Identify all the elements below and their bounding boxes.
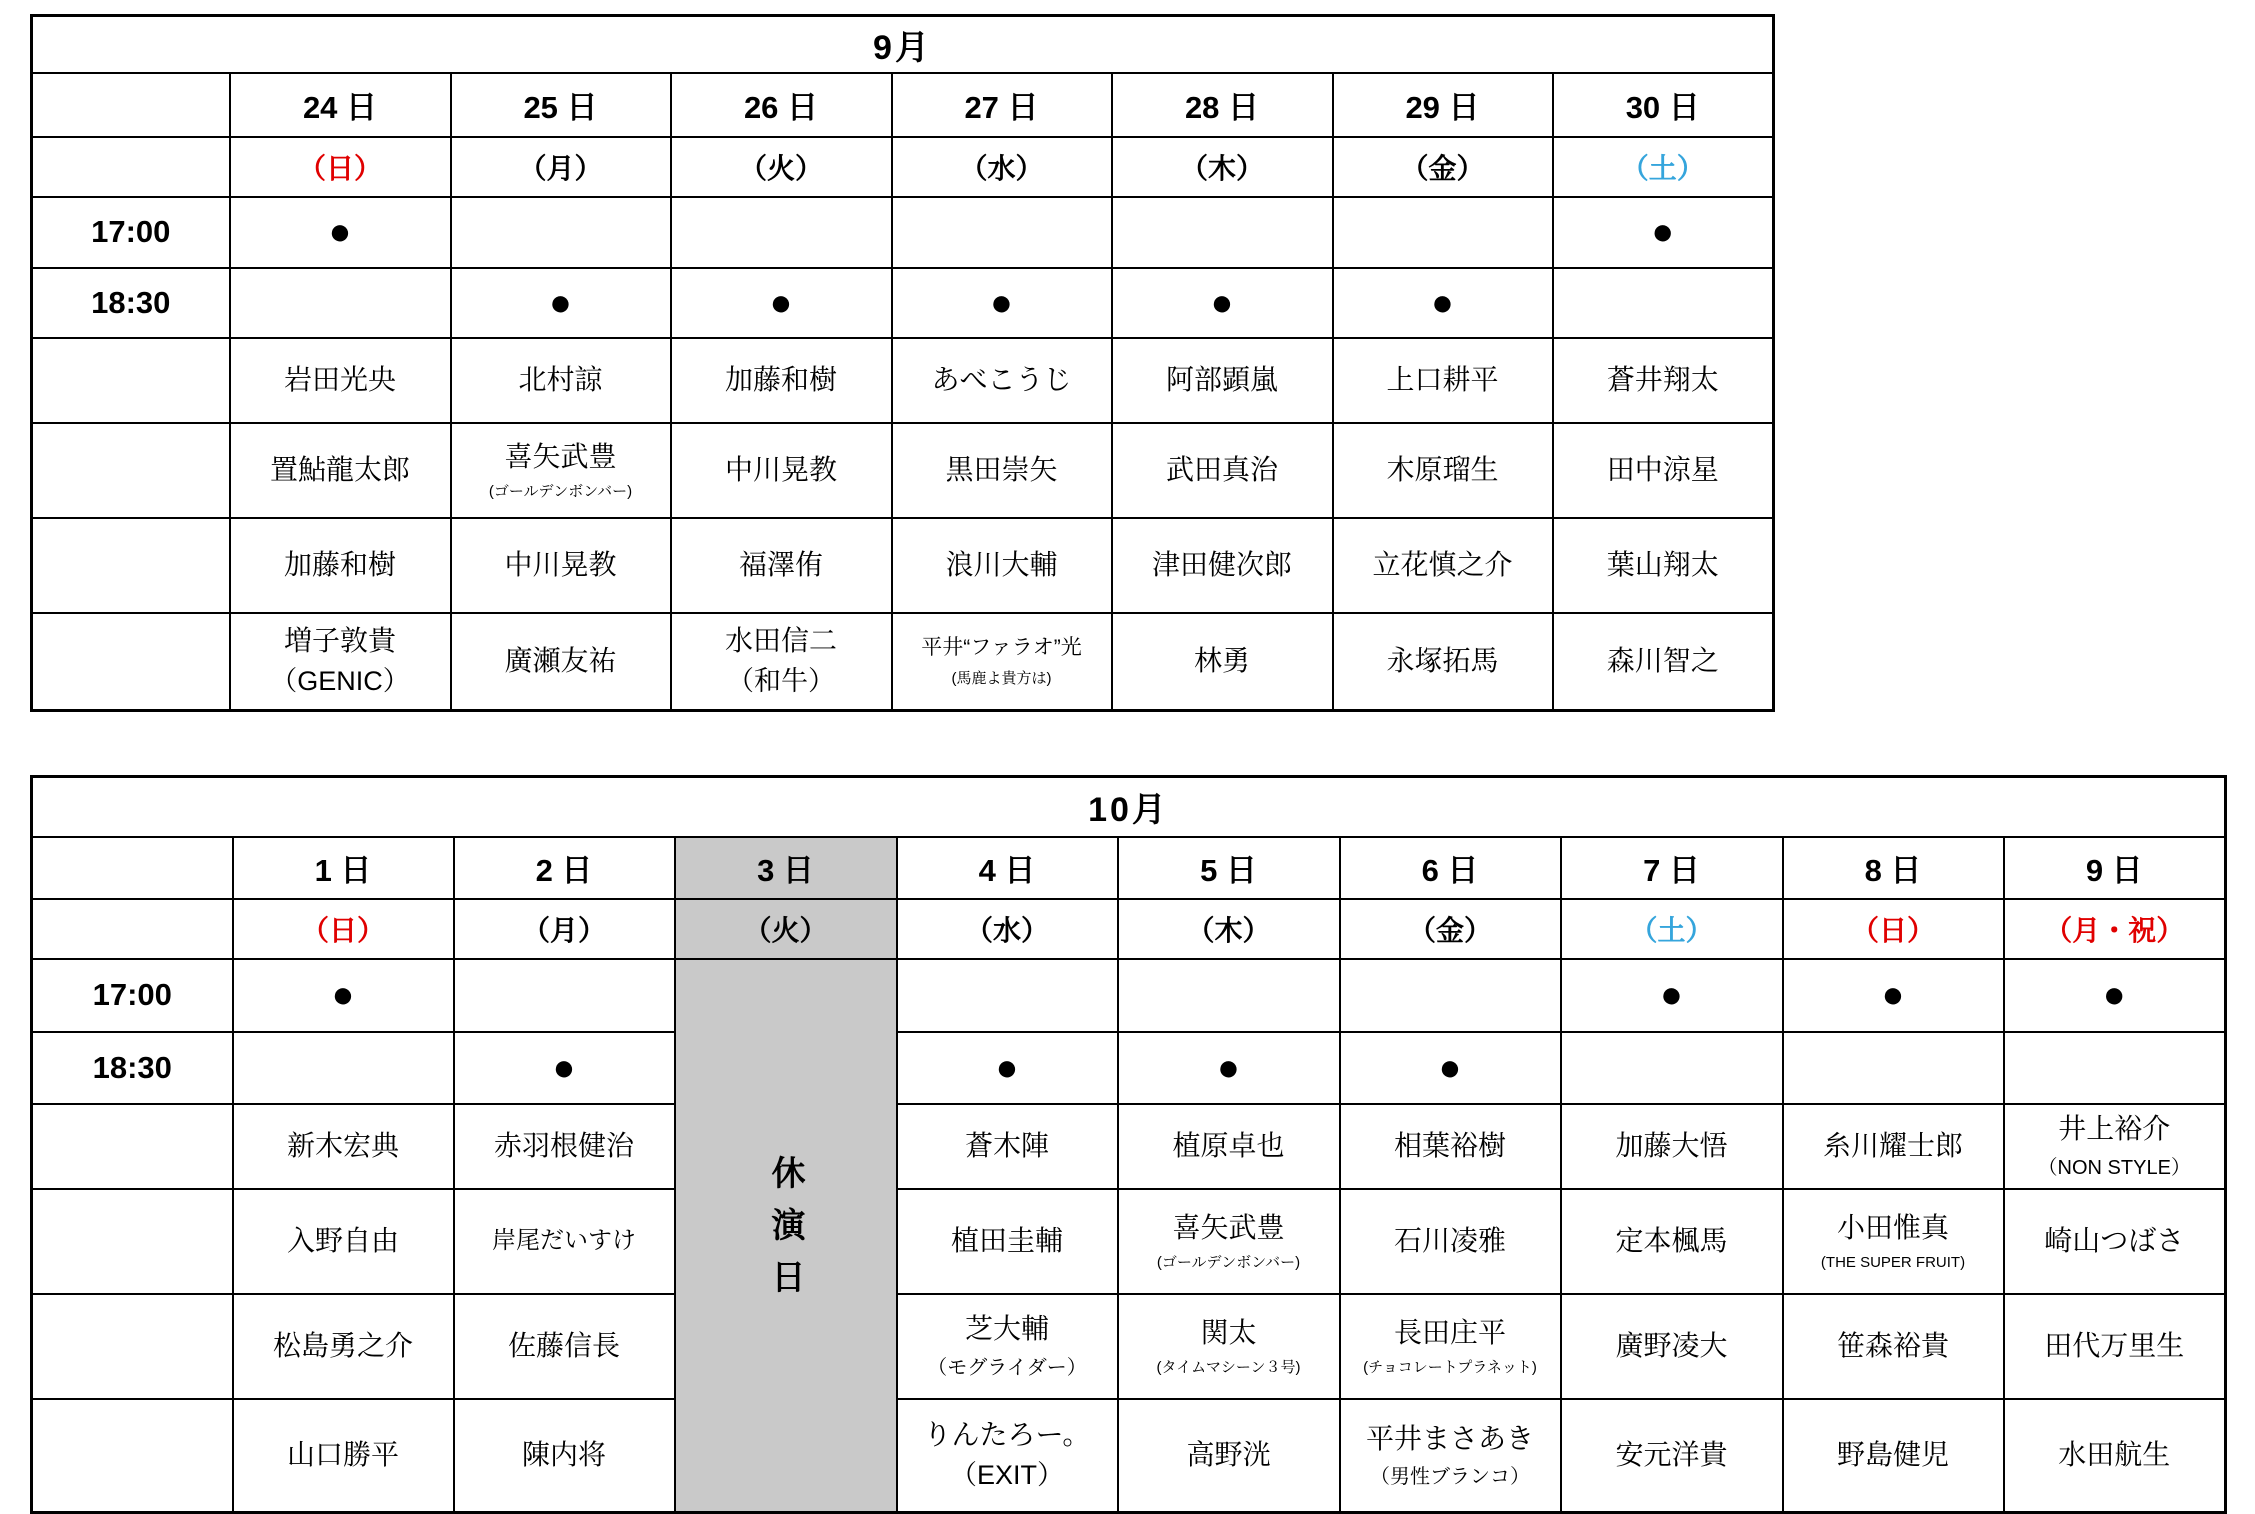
performer-name: 田代万里生 — [2044, 1329, 2185, 1361]
performer-cell — [451, 423, 671, 518]
performer-group: （和牛） — [727, 666, 835, 697]
performer-cell — [1118, 1294, 1340, 1399]
performer-cell — [1112, 338, 1333, 423]
spacer-cell — [32, 1104, 233, 1189]
performer-group: （GENIC） — [270, 666, 410, 697]
showtime-slot — [230, 197, 451, 268]
show-dot: ● — [1210, 281, 1234, 324]
performer-cell — [454, 1399, 675, 1513]
performer-name: あべこうじ — [931, 363, 1072, 395]
date-header: 9 日 — [2004, 837, 2226, 899]
show-dot: ● — [328, 211, 352, 253]
performer-name: 長田庄平 — [1393, 1316, 1506, 1348]
date-header: 26 日 — [671, 73, 892, 137]
showtime-slot — [2004, 1032, 2226, 1104]
performer-name: 林勇 — [1193, 645, 1250, 677]
time-column-header — [32, 837, 233, 899]
day-of-week: （日） — [233, 899, 454, 959]
time-label: 18:30 — [32, 268, 230, 338]
september-schedule-table — [30, 14, 1775, 712]
performer-cell — [1783, 1189, 2004, 1294]
spacer-cell — [32, 338, 230, 423]
performer-name: 廣瀬友祐 — [504, 645, 617, 677]
performer-cell — [1118, 1189, 1340, 1294]
show-dot: ● — [990, 281, 1013, 324]
performer-cell — [1553, 518, 1774, 613]
performer-cell — [1333, 613, 1553, 711]
performer-name: 芝大輔 — [964, 1313, 1049, 1345]
day-of-week: （月・祝） — [2004, 899, 2226, 959]
performer-name: 加藤和樹 — [283, 548, 396, 580]
date-header: 6 日 — [1340, 837, 1561, 899]
day-of-week: （火） — [671, 137, 892, 197]
performer-cell — [1553, 338, 1774, 423]
date-header: 8 日 — [1783, 837, 2004, 899]
performer-name: 松島勇之介 — [272, 1329, 413, 1361]
performer-name: 蒼井翔太 — [1606, 363, 1719, 395]
day-of-week: （水） — [892, 137, 1112, 197]
performer-name: 植原卓也 — [1172, 1129, 1285, 1161]
performer-cell — [1333, 518, 1553, 613]
performer-group: （男性ブランコ） — [1370, 1465, 1530, 1488]
time-label: 17:00 — [32, 959, 233, 1032]
performer-group: (タイムマシーン３号) — [1156, 1358, 1301, 1376]
day-of-week: （火） — [675, 899, 897, 959]
closed-day-label: 休演日 — [766, 1154, 804, 1311]
performer-name: 加藤大悟 — [1615, 1129, 1728, 1161]
performer-name: 浪川大輔 — [945, 548, 1058, 580]
performer-name: 北村諒 — [518, 363, 603, 395]
showtime-slot — [451, 197, 671, 268]
date-header: 24 日 — [230, 73, 451, 137]
date-header: 2 日 — [454, 837, 675, 899]
performer-cell — [451, 518, 671, 613]
spacer-cell — [32, 1189, 233, 1294]
performer-name: 野島健児 — [1836, 1439, 1949, 1471]
performer-cell — [233, 1189, 454, 1294]
performer-cell — [897, 1189, 1118, 1294]
performer-name: 森川智之 — [1606, 645, 1719, 677]
date-header: 7 日 — [1561, 837, 1783, 899]
date-header: 25 日 — [451, 73, 671, 137]
performer-name: 岩田光央 — [283, 363, 396, 395]
performer-cell — [1340, 1104, 1561, 1189]
performer-cell — [1561, 1104, 1783, 1189]
performer-cell — [671, 613, 892, 711]
performer-name: 水田航生 — [2058, 1439, 2171, 1471]
performer-group: (馬鹿よ貴方は) — [951, 669, 1052, 687]
october-schedule — [30, 712, 2255, 1514]
performer-name: 崎山つばさ — [2044, 1224, 2185, 1256]
performer-name: 新木宏典 — [286, 1129, 399, 1161]
performer-cell — [1112, 613, 1333, 711]
performer-name: 相葉裕樹 — [1393, 1129, 1506, 1161]
performer-name: 入野自由 — [286, 1224, 399, 1256]
performer-cell — [230, 518, 451, 613]
performer-name: 平井“ファラオ”光 — [921, 636, 1082, 660]
performer-cell — [1783, 1399, 2004, 1513]
performer-cell — [1561, 1294, 1783, 1399]
day-of-week: （日） — [230, 137, 451, 197]
performer-name: 福澤侑 — [738, 548, 823, 580]
performer-name: 中川晃教 — [724, 453, 837, 485]
day-of-week: （木） — [1112, 137, 1333, 197]
performer-name: 立花慎之介 — [1372, 548, 1513, 580]
showtime-slot — [1783, 959, 2004, 1032]
showtime-slot — [1118, 959, 1340, 1032]
performer-cell — [454, 1189, 675, 1294]
performer-group: (THE SUPER FRUIT) — [1820, 1253, 1966, 1271]
performer-name: りんたろー。 — [923, 1419, 1091, 1450]
performer-name: 高野洸 — [1186, 1439, 1271, 1471]
spacer-cell — [32, 518, 230, 613]
performer-group: (ゴールデンボンバー) — [1156, 1253, 1301, 1271]
performer-group: （NON STYLE） — [2037, 1156, 2191, 1179]
showtime-slot — [233, 959, 454, 1032]
performer-cell — [454, 1104, 675, 1189]
performer-cell — [1118, 1104, 1340, 1189]
day-of-week: （月） — [454, 899, 675, 959]
performer-cell — [2004, 1399, 2226, 1513]
performer-cell — [671, 518, 892, 613]
date-header: 29 日 — [1333, 73, 1553, 137]
performer-name: 加藤和樹 — [724, 363, 837, 395]
showtime-slot — [892, 268, 1112, 338]
spacer-cell — [32, 137, 230, 197]
september-schedule — [30, 0, 2255, 712]
showtime-slot — [451, 268, 671, 338]
spacer-cell — [32, 613, 230, 711]
performer-cell — [1561, 1399, 1783, 1513]
showtime-slot — [454, 959, 675, 1032]
time-label: 17:00 — [32, 197, 230, 268]
performer-cell — [1118, 1399, 1340, 1513]
spacer-cell — [32, 1294, 233, 1399]
spacer-cell — [32, 899, 233, 959]
performer-cell — [671, 338, 892, 423]
performer-name: 佐藤信長 — [507, 1329, 620, 1361]
showtime-slot — [897, 1032, 1118, 1104]
show-dot: ● — [1217, 1046, 1240, 1089]
october-schedule-table — [30, 775, 2227, 1514]
performer-cell — [230, 423, 451, 518]
performer-group: （モグライダー） — [927, 1356, 1087, 1379]
performer-cell — [233, 1399, 454, 1513]
day-of-week: （木） — [1118, 899, 1340, 959]
performer-name: 蒼木陣 — [964, 1129, 1049, 1161]
performer-cell — [2004, 1294, 2226, 1399]
showtime-slot — [1553, 268, 1774, 338]
performer-cell — [897, 1104, 1118, 1189]
date-header: 3 日 — [675, 837, 897, 899]
showtime-slot — [897, 959, 1118, 1032]
performer-cell — [451, 338, 671, 423]
performer-cell — [233, 1104, 454, 1189]
performer-name: 岸尾だいすけ — [492, 1227, 636, 1255]
performer-name: 木原瑠生 — [1386, 453, 1499, 485]
performer-name: 喜矢武豊 — [1172, 1211, 1285, 1243]
show-dot: ● — [1881, 974, 1905, 1016]
performer-cell — [1333, 338, 1553, 423]
date-header: 30 日 — [1553, 73, 1774, 137]
month-title: 10月 — [32, 777, 2226, 837]
month-title: 9月 — [32, 16, 1774, 73]
performer-group: (ゴールデンボンバー) — [488, 482, 633, 500]
performer-group: (チョコレートプラネット) — [1363, 1358, 1537, 1376]
performer-name: 永塚拓馬 — [1386, 645, 1499, 677]
showtime-slot — [892, 197, 1112, 268]
performer-cell — [892, 423, 1112, 518]
date-header: 5 日 — [1118, 837, 1340, 899]
performer-cell — [892, 613, 1112, 711]
performer-group: （EXIT） — [949, 1460, 1064, 1491]
performer-cell — [230, 338, 451, 423]
showtime-slot — [2004, 959, 2226, 1032]
performer-name: 葉山翔太 — [1606, 548, 1719, 580]
show-dot: ● — [1660, 974, 1683, 1016]
showtime-slot — [1118, 1032, 1340, 1104]
showtime-slot — [1333, 197, 1553, 268]
performer-cell — [1553, 423, 1774, 518]
performer-name: 黒田崇矢 — [945, 453, 1058, 485]
performer-cell — [230, 613, 451, 711]
showtime-slot — [1333, 268, 1553, 338]
date-header: 28 日 — [1112, 73, 1333, 137]
performer-name: 小田惟真 — [1836, 1211, 1949, 1243]
spacer-cell — [32, 1399, 233, 1513]
performer-cell — [1553, 613, 1774, 711]
show-dot: ● — [2102, 974, 2126, 1016]
showtime-slot — [454, 1032, 675, 1104]
show-dot: ● — [1438, 1046, 1462, 1089]
time-label: 18:30 — [32, 1032, 233, 1104]
performer-cell — [1783, 1294, 2004, 1399]
performer-name: 津田健次郎 — [1151, 548, 1292, 580]
performer-name: 平井まさあき — [1365, 1422, 1534, 1454]
performer-name: 笹森裕貴 — [1836, 1329, 1949, 1361]
performer-cell — [1340, 1294, 1561, 1399]
performer-name: 武田真治 — [1165, 453, 1278, 485]
show-dot: ● — [769, 281, 793, 324]
performer-name: 中川晃教 — [504, 548, 617, 580]
showtime-slot — [1561, 959, 1783, 1032]
performer-name: 糸川耀士郎 — [1822, 1129, 1963, 1161]
performer-name: 山口勝平 — [286, 1439, 399, 1471]
performer-cell — [2004, 1104, 2226, 1189]
performer-cell — [1112, 423, 1333, 518]
day-of-week: （土） — [1553, 137, 1774, 197]
show-dot: ● — [552, 1046, 576, 1089]
performer-name: 安元洋貴 — [1615, 1439, 1728, 1471]
performer-cell — [1340, 1399, 1561, 1513]
performer-name: 陳内将 — [521, 1439, 606, 1471]
showtime-slot — [671, 197, 892, 268]
performer-cell — [454, 1294, 675, 1399]
performer-name: 石川凌雅 — [1393, 1224, 1506, 1256]
performer-name: 定本楓馬 — [1615, 1224, 1728, 1256]
show-dot: ● — [1651, 211, 1675, 253]
showtime-slot — [1783, 1032, 2004, 1104]
performer-name: 関太 — [1200, 1316, 1257, 1348]
showtime-slot — [671, 268, 892, 338]
showtime-slot — [230, 268, 451, 338]
performer-name: 置鮎龍太郎 — [269, 453, 410, 485]
performer-cell — [1112, 518, 1333, 613]
performer-name: 廣野凌大 — [1615, 1329, 1728, 1361]
performer-name: 赤羽根健治 — [493, 1129, 634, 1161]
performer-cell — [1783, 1104, 2004, 1189]
date-header: 1 日 — [233, 837, 454, 899]
performer-name: 植田圭輔 — [950, 1224, 1063, 1256]
time-column-header — [32, 73, 230, 137]
performer-name: 田中涼星 — [1606, 453, 1719, 485]
performer-cell — [897, 1294, 1118, 1399]
performer-cell — [1340, 1189, 1561, 1294]
showtime-slot — [1112, 268, 1333, 338]
performer-cell — [2004, 1189, 2226, 1294]
performer-cell — [1333, 423, 1553, 518]
performer-cell — [892, 338, 1112, 423]
performer-cell — [1561, 1189, 1783, 1294]
performer-cell — [892, 518, 1112, 613]
performer-name: 喜矢武豊 — [504, 440, 617, 472]
show-dot: ● — [549, 281, 572, 324]
day-of-week: （水） — [897, 899, 1118, 959]
performer-cell — [897, 1399, 1118, 1513]
performer-cell — [451, 613, 671, 711]
showtime-slot — [1112, 197, 1333, 268]
showtime-slot — [1340, 959, 1561, 1032]
performer-name: 井上裕介 — [2058, 1113, 2171, 1145]
performer-name: 阿部顕嵐 — [1165, 363, 1278, 395]
performer-cell — [233, 1294, 454, 1399]
day-of-week: （金） — [1340, 899, 1561, 959]
day-of-week: （日） — [1783, 899, 2004, 959]
day-of-week: （金） — [1333, 137, 1553, 197]
closed-day-cell — [675, 959, 897, 1513]
spacer-cell — [32, 423, 230, 518]
showtime-slot — [1553, 197, 1774, 268]
performer-name: 上口耕平 — [1386, 363, 1499, 395]
date-header: 4 日 — [897, 837, 1118, 899]
date-header: 27 日 — [892, 73, 1112, 137]
day-of-week: （土） — [1561, 899, 1783, 959]
performer-name: 増子敦貴 — [283, 625, 396, 656]
performer-name: 水田信二 — [724, 625, 837, 656]
showtime-slot — [1340, 1032, 1561, 1104]
showtime-slot — [233, 1032, 454, 1104]
day-of-week: （月） — [451, 137, 671, 197]
show-dot: ● — [1431, 281, 1454, 324]
show-dot: ● — [331, 974, 355, 1016]
show-dot: ● — [995, 1046, 1019, 1089]
performer-cell — [671, 423, 892, 518]
showtime-slot — [1561, 1032, 1783, 1104]
